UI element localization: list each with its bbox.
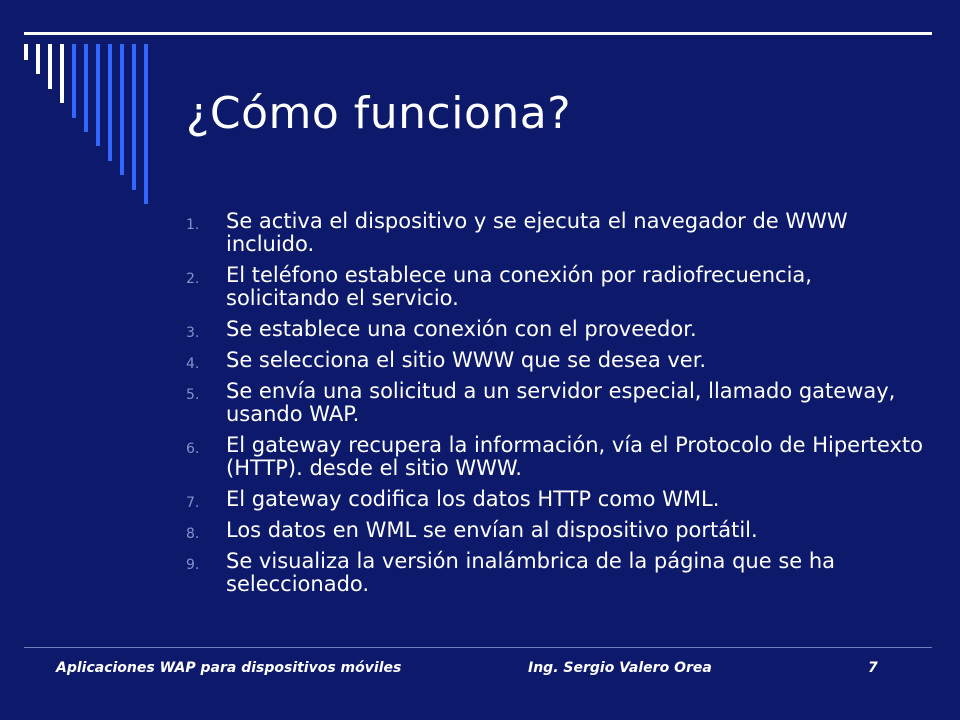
decorative-bar — [108, 44, 112, 161]
step-text: Se activa el dispositivo y se ejecuta el navegador de WWW incluido. — [226, 209, 848, 256]
step-text: Se selecciona el sitio WWW que se desea ver. — [226, 348, 707, 372]
footer-page-number: 7 — [868, 660, 878, 676]
step-text: Se envía una solicitud a un servidor especial, llamado gateway, usando WAP. — [226, 379, 896, 426]
decorative-bar — [144, 44, 148, 204]
footer-rule — [24, 647, 932, 648]
step-text: Los datos en WML se envían al dispositivo portátil. — [226, 518, 758, 542]
decorative-bars — [24, 44, 164, 204]
list-item — [186, 264, 926, 310]
list-item — [186, 519, 926, 542]
footer-author: Ing. Sergio Valero Orea — [528, 660, 712, 676]
decorative-bar — [96, 44, 100, 146]
footer-course-title: Aplicaciones WAP para dispositivos móviles — [56, 660, 402, 676]
steps-list — [186, 210, 926, 604]
decorative-bar — [120, 44, 124, 175]
step-text: El gateway codifica los datos HTTP como WML. — [226, 487, 720, 511]
step-number: 6. — [186, 441, 200, 457]
slide-title: ¿Cómo funciona? — [186, 88, 572, 139]
step-number: 8. — [186, 526, 200, 542]
step-text: Se visualiza la versión inalámbrica de la página que se ha seleccionado. — [226, 549, 836, 596]
list-item — [186, 434, 926, 480]
step-number: 7. — [186, 495, 200, 511]
step-number: 2. — [186, 271, 200, 287]
decorative-bar — [84, 44, 88, 132]
step-number: 1. — [186, 217, 200, 233]
decorative-bar — [48, 44, 52, 89]
step-text: El gateway recupera la información, vía el Protocolo de Hipertexto (HTTP). desde el sitio WWW. — [226, 433, 924, 480]
step-text: El teléfono establece una conexión por radiofrecuencia, solicitando el servicio. — [226, 263, 812, 310]
list-item — [186, 488, 926, 511]
list-item — [186, 550, 926, 596]
decorative-bar — [24, 44, 28, 60]
decorative-bar — [36, 44, 40, 74]
step-number: 9. — [186, 557, 200, 573]
step-number: 3. — [186, 325, 200, 341]
top-rule — [24, 32, 932, 35]
decorative-bar — [60, 44, 64, 103]
list-item — [186, 349, 926, 372]
step-number: 4. — [186, 356, 200, 372]
step-number: 5. — [186, 387, 200, 403]
step-text: Se establece una conexión con el proveedor. — [226, 317, 697, 341]
decorative-bar — [132, 44, 136, 190]
list-item — [186, 318, 926, 341]
list-item — [186, 210, 926, 256]
list-item — [186, 380, 926, 426]
decorative-bar — [72, 44, 76, 118]
